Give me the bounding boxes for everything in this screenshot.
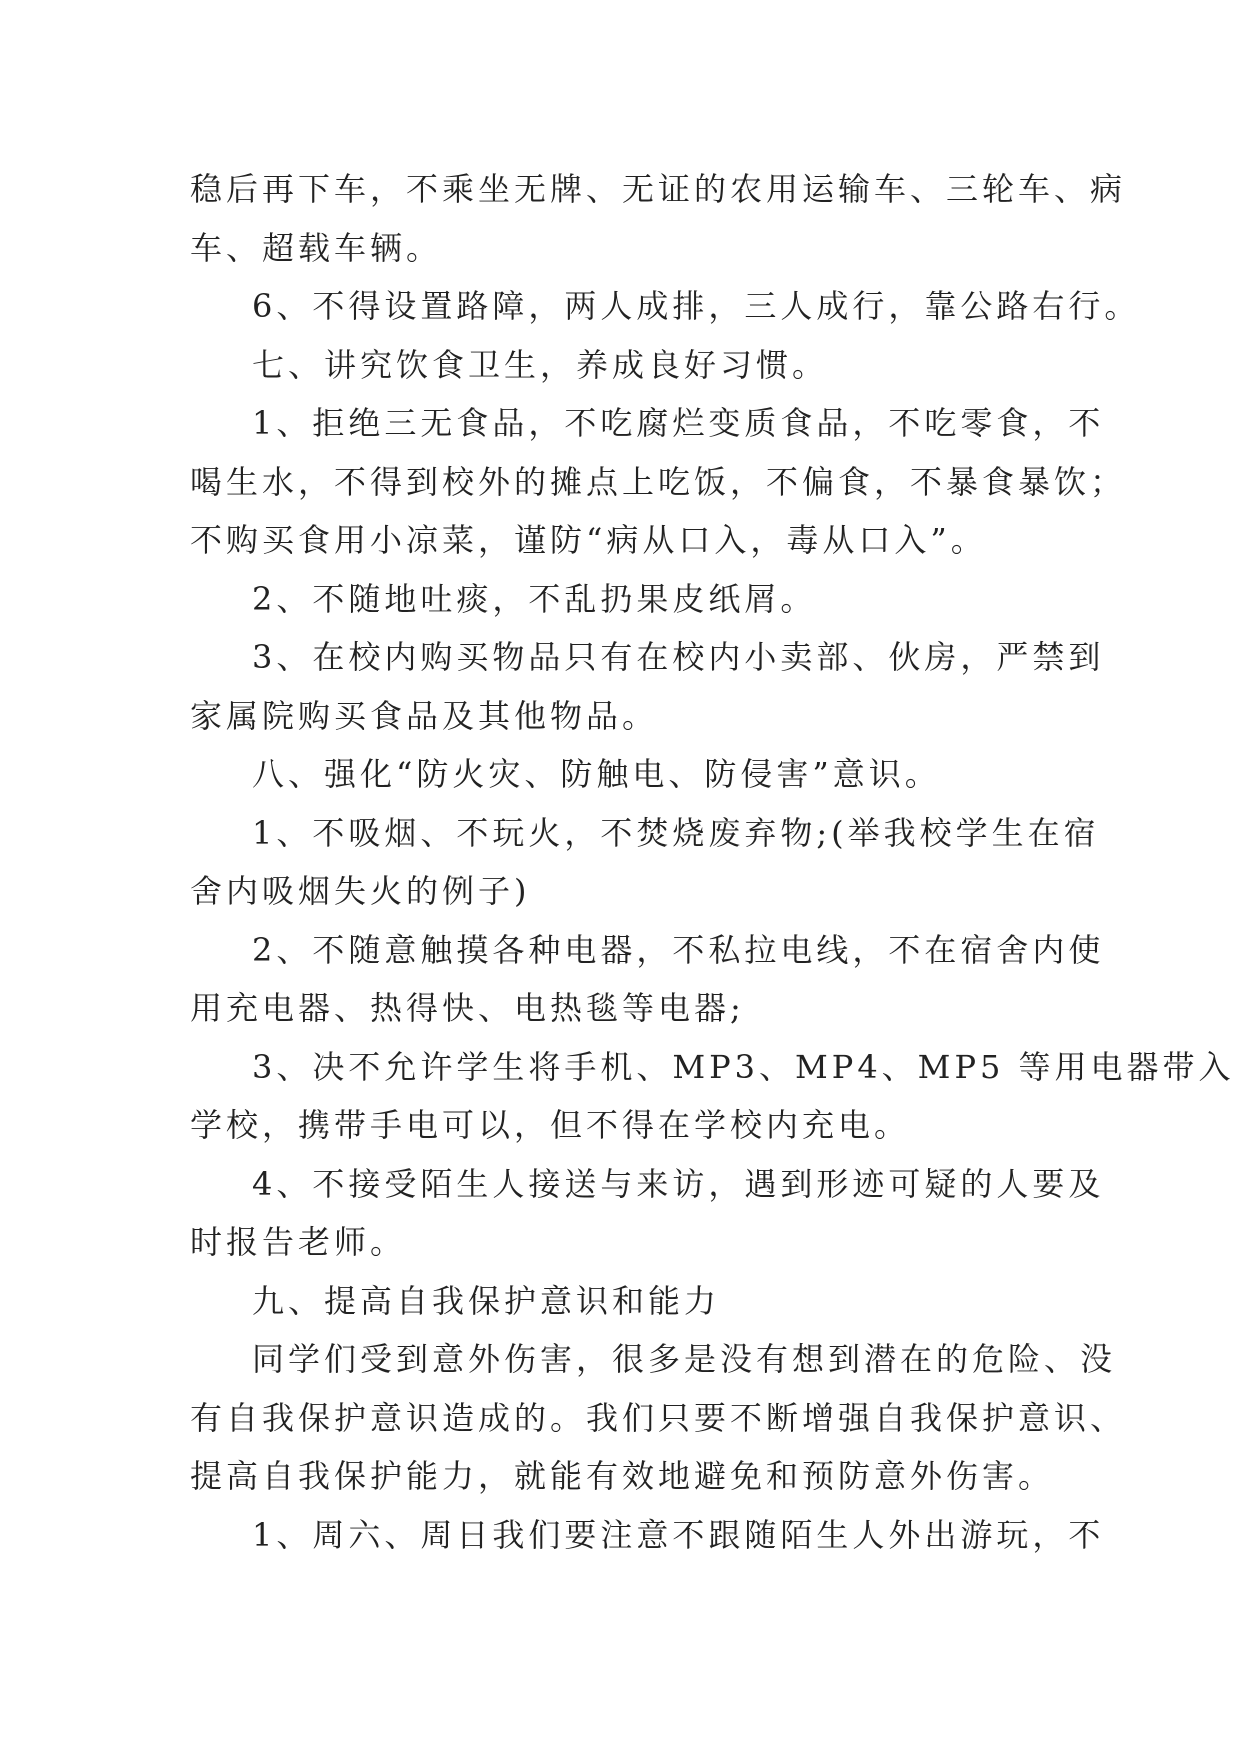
text-line: 同学们受到意外伤害，很多是没有想到潜在的危险、没	[252, 1340, 1117, 1378]
text-line: 6、不得设置路障，两人成排，三人成行，靠公路右行。	[252, 287, 1141, 325]
text-line: 用充电器、热得快、电热毯等电器;	[190, 989, 745, 1027]
section-heading-8: 八、强化“防火灾、防触电、防侵害”意识。	[252, 755, 941, 793]
text-line: 不购买食用小凉菜，谨防“病从口入，毒从口入”。	[190, 521, 987, 559]
text-line: 学校，携带手电可以，但不得在学校内充电。	[190, 1106, 911, 1144]
text-line: 提高自我保护能力，就能有效地避免和预防意外伤害。	[190, 1457, 1055, 1495]
text-line: 1、不吸烟、不玩火，不焚烧废弃物;(举我校学生在宿	[252, 813, 1100, 852]
text-line: 车、超载车辆。	[190, 228, 443, 267]
document-body	[190, 160, 1235, 1564]
text-line: 时报告老师。	[190, 1223, 407, 1261]
section-heading-9: 九、提高自我保护意识和能力	[252, 1281, 721, 1320]
text-line: 稳后再下车，不乘坐无牌、无证的农用运输车、三轮车、病	[190, 170, 1127, 208]
text-line: 4、不接受陌生人接送与来访，遇到形迹可疑的人要及	[252, 1164, 1105, 1203]
text-line: 3、决不允许学生将手机、MP3、MP4、MP5 等用电器带入	[252, 1047, 1235, 1086]
section-heading-7: 七、讲究饮食卫生，养成良好习惯。	[252, 345, 829, 384]
text-line: 1、周六、周日我们要注意不跟随陌生人外出游玩，不	[252, 1515, 1105, 1554]
text-line: 3、在校内购买物品只有在校内小卖部、伙房，严禁到	[252, 638, 1105, 676]
text-line: 舍内吸烟失火的例子)	[190, 872, 531, 910]
text-line: 有自我保护意识造成的。我们只要不断增强自我保护意识、	[190, 1398, 1127, 1437]
text-line: 2、不随地吐痰，不乱扔果皮纸屑。	[252, 579, 817, 618]
text-line: 2、不随意触摸各种电器，不私拉电线，不在宿舍内使	[252, 930, 1105, 969]
text-line: 家属院购买食品及其他物品。	[190, 696, 659, 735]
text-line: 喝生水，不得到校外的摊点上吃饭，不偏食，不暴食暴饮；	[190, 462, 1127, 501]
text-line: 1、拒绝三无食品，不吃腐烂变质食品，不吃零食，不	[252, 404, 1105, 442]
